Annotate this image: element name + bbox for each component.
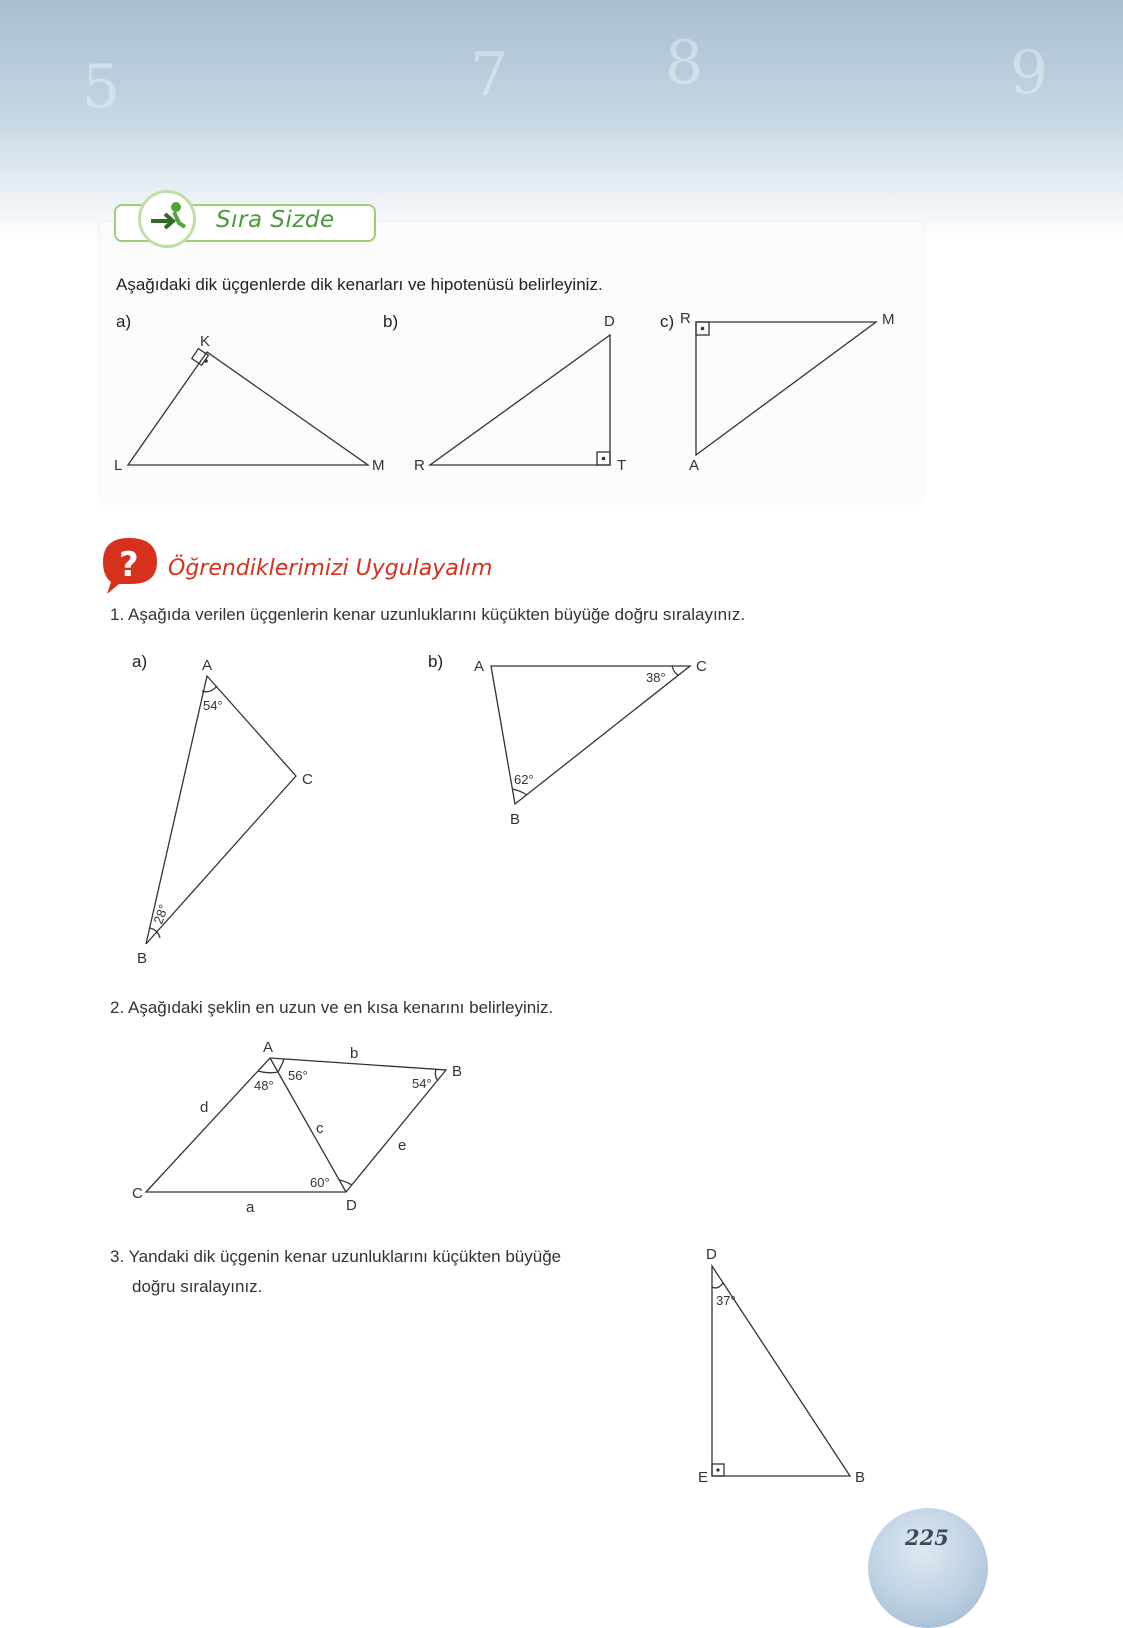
svg-text:?: ? [119,545,139,585]
vertex-label: R [414,457,425,474]
figure-sira-b [383,312,626,474]
part-label: b) [383,312,399,331]
angle-label: 28° [150,902,172,927]
question-3-text-line1: Yandaki dik üçgenin kenar uzunluklarını küçükten büyüğe [128,1247,562,1266]
angle-label: 37° [716,1293,736,1308]
angle-arc [672,666,678,675]
figure-q3 [698,1246,865,1486]
figure-sira-c [660,310,895,474]
part-label: a) [116,312,132,331]
right-angle-dot [716,1468,719,1471]
angle-arc [435,1069,438,1081]
angle-label: 62° [514,772,534,787]
vertex-label: D [706,1246,717,1263]
vertex-label: M [372,457,385,474]
question-3-text-line2: doğru sıralayınız. [132,1277,263,1296]
vertex-label: E [698,1469,709,1486]
page-number: 225 [905,1525,949,1550]
right-angle-dot [602,457,606,461]
vertex-label: L [114,457,123,474]
vertex-label: C [302,771,313,788]
angle-arc [278,1059,284,1072]
side-label: d [200,1099,209,1116]
angle-label: 56° [288,1068,308,1083]
vertex-label: B [855,1469,866,1486]
deco-number: 9 [1010,38,1049,108]
vertex-label: M [882,311,895,328]
ogrendiklerimizi-title: Öğrendiklerimizi Uygulayalım [168,556,493,581]
triangle-acb [146,676,296,944]
part-label: b) [428,652,444,671]
question-3-number: 3. [110,1247,125,1266]
question-2-text: Aşağıdaki şeklin en uzun ve en kısa kenarını belirleyiniz. [127,998,554,1017]
vertex-label: K [200,333,211,350]
angle-label: 38° [646,670,666,685]
angle-arc [258,1071,278,1073]
angle-arc [712,1283,723,1288]
side-label: c [316,1120,324,1137]
vertex-label: D [604,313,615,330]
deco-number: 5 [82,52,121,122]
vertex-label: C [696,658,707,675]
triangle-rma [696,322,876,455]
side-label: e [398,1137,407,1154]
vertex-label: B [510,811,521,828]
question-2-number: 2. [110,998,125,1017]
angle-label: 60° [310,1175,330,1190]
vertex-label: A [474,658,485,675]
vertex-label: T [617,457,627,474]
vertex-label: D [346,1197,357,1214]
triangle-klm [128,352,368,465]
diagonal-ad [270,1058,346,1192]
angle-label: 54° [412,1076,432,1091]
figure-q1-b [428,652,707,828]
vertex-label: A [202,657,213,674]
vertex-label: C [132,1185,143,1202]
side-label: b [350,1045,359,1062]
deco-number: 7 [470,40,509,110]
figure-q1-a [132,652,313,967]
vertex-label: R [680,310,691,327]
sira-sizde-instruction: Aşağıdaki dik üçgenlerde dik kenarları ve hipotenüsü belirleyiniz. [116,275,603,294]
vertex-label: B [137,950,148,967]
side-label: a [246,1199,255,1216]
part-label: a) [132,652,148,671]
figure-q2 [132,1039,462,1216]
vertex-label: A [689,457,700,474]
part-label: c) [660,312,675,331]
triangle-drt [430,335,610,465]
vertex-label: B [452,1063,463,1080]
deco-number: 8 [665,28,704,98]
vertex-label: A [263,1039,274,1056]
figure-sira-a [114,312,385,474]
angle-label: 48° [254,1078,274,1093]
angle-arc [512,789,527,795]
right-angle-dot [701,327,705,331]
question-1-number: 1. [110,605,125,624]
right-angle-dot [204,359,208,363]
question-1-text: Aşağıda verilen üçgenlerin kenar uzunluklarını küçükten büyüğe doğru sıralayınız. [127,605,746,624]
sira-sizde-title: Sıra Sizde [216,207,335,233]
angle-label: 54° [203,698,223,713]
